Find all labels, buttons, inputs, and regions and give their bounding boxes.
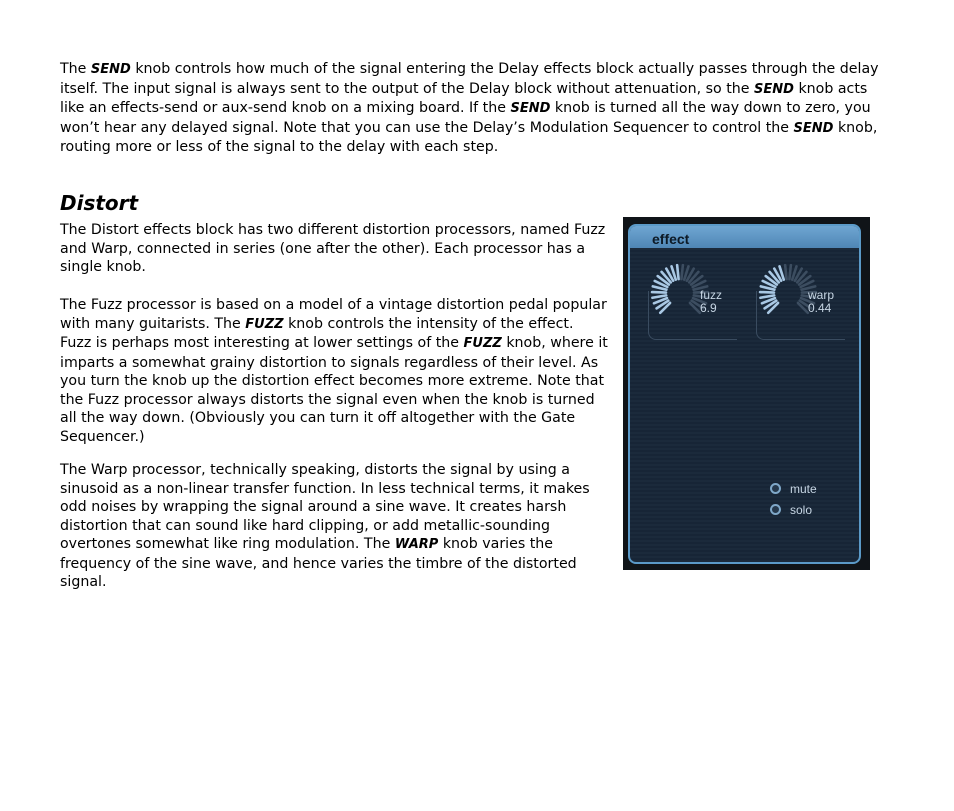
intro-text: knob controls how much of the signal entering the Delay effects block actually passes through the delay itself. The input signal is always sent to the output of the Delay block without attenuation, so the bbox=[60, 61, 879, 97]
warp-knob-group bbox=[756, 261, 848, 343]
fuzz-paragraph bbox=[60, 296, 608, 446]
warp-knob-value: 0.44 bbox=[808, 301, 832, 315]
knob-tick bbox=[681, 265, 682, 279]
send-keyword: SEND bbox=[754, 81, 794, 97]
intro-text: knob, routing more or less of the signal to the delay with each step. bbox=[60, 119, 878, 155]
effect-panel bbox=[628, 224, 861, 564]
fuzz-text: The Fuzz processor is based on a model of a vintage distortion pedal popular with many guitarists. The bbox=[60, 297, 607, 332]
panel-title: effect bbox=[652, 231, 690, 247]
warp-knob-label: warp bbox=[808, 288, 835, 302]
mute-label: mute bbox=[790, 482, 817, 496]
fuzz-keyword: FUZZ bbox=[463, 336, 502, 351]
fuzz-text: knob controls the intensity of the effect. Fuzz is perhaps most interesting at lower settings of the bbox=[60, 315, 574, 351]
solo-label: solo bbox=[790, 503, 813, 517]
send-keyword: SEND bbox=[510, 101, 551, 116]
distort-overview-paragraph: The Distort effects block has two different distortion processors, named Fuzz and Warp, connected in series (one after the other). Each processor has a single knob. bbox=[60, 222, 606, 275]
fuzz-text: knob, where it imparts a somewhat grainy distortion to signals regardless of their level. As you turn the knob up the distortion effect becomes more extreme. Note that the Fuzz processor always distorts the signal even when the knob is turned all the way down. (Obviously you can turn it off altogether with the Gate Sequencer.) bbox=[60, 335, 608, 445]
knob-tick bbox=[652, 295, 666, 297]
intro-text: knob acts like an effects-send or aux-send knob on a mixing board. If the bbox=[60, 80, 868, 116]
intro-text: The bbox=[60, 61, 91, 77]
warp-text: The Warp processor, technically speaking, distorts the signal by using a sinusoid as a non-linear transfer function. In less technical terms, it makes odd noises by wrapping the signal around a sine wave. It creates harsh distortion that can sound like hard clipping, or add metallic-sounding overtones somewhat like ring modulation. The bbox=[60, 462, 590, 552]
mute-radio-icon[interactable] bbox=[770, 483, 781, 494]
fuzz-knob-value: 6.9 bbox=[700, 301, 717, 315]
warp-keyword: WARP bbox=[394, 537, 439, 552]
knob-tick bbox=[789, 265, 790, 279]
knob-tick bbox=[677, 265, 678, 279]
warp-paragraph bbox=[60, 461, 608, 592]
panel-header bbox=[630, 226, 859, 248]
send-keyword: SEND bbox=[793, 120, 834, 136]
send-keyword: SEND bbox=[90, 62, 131, 77]
section-heading: Distort bbox=[60, 191, 139, 215]
intro-text: knob is turned all the way down to zero, you won’t hear any delayed signal. Note that you can use the Delay’s Modulation Sequencer to control the bbox=[60, 100, 871, 136]
fuzz-keyword: FUZZ bbox=[245, 316, 284, 332]
knob-tick bbox=[760, 295, 774, 297]
intro-paragraph bbox=[60, 60, 890, 157]
fuzz-knob-label: fuzz bbox=[700, 288, 723, 302]
effect-panel-screenshot bbox=[623, 217, 870, 570]
solo-radio-icon[interactable] bbox=[770, 504, 781, 515]
knob-tick bbox=[785, 265, 786, 279]
fuzz-knob-group bbox=[648, 261, 740, 343]
warp-text: knob varies the frequency of the sine wave, and hence varies the timbre of the distorted signal. bbox=[60, 536, 577, 590]
